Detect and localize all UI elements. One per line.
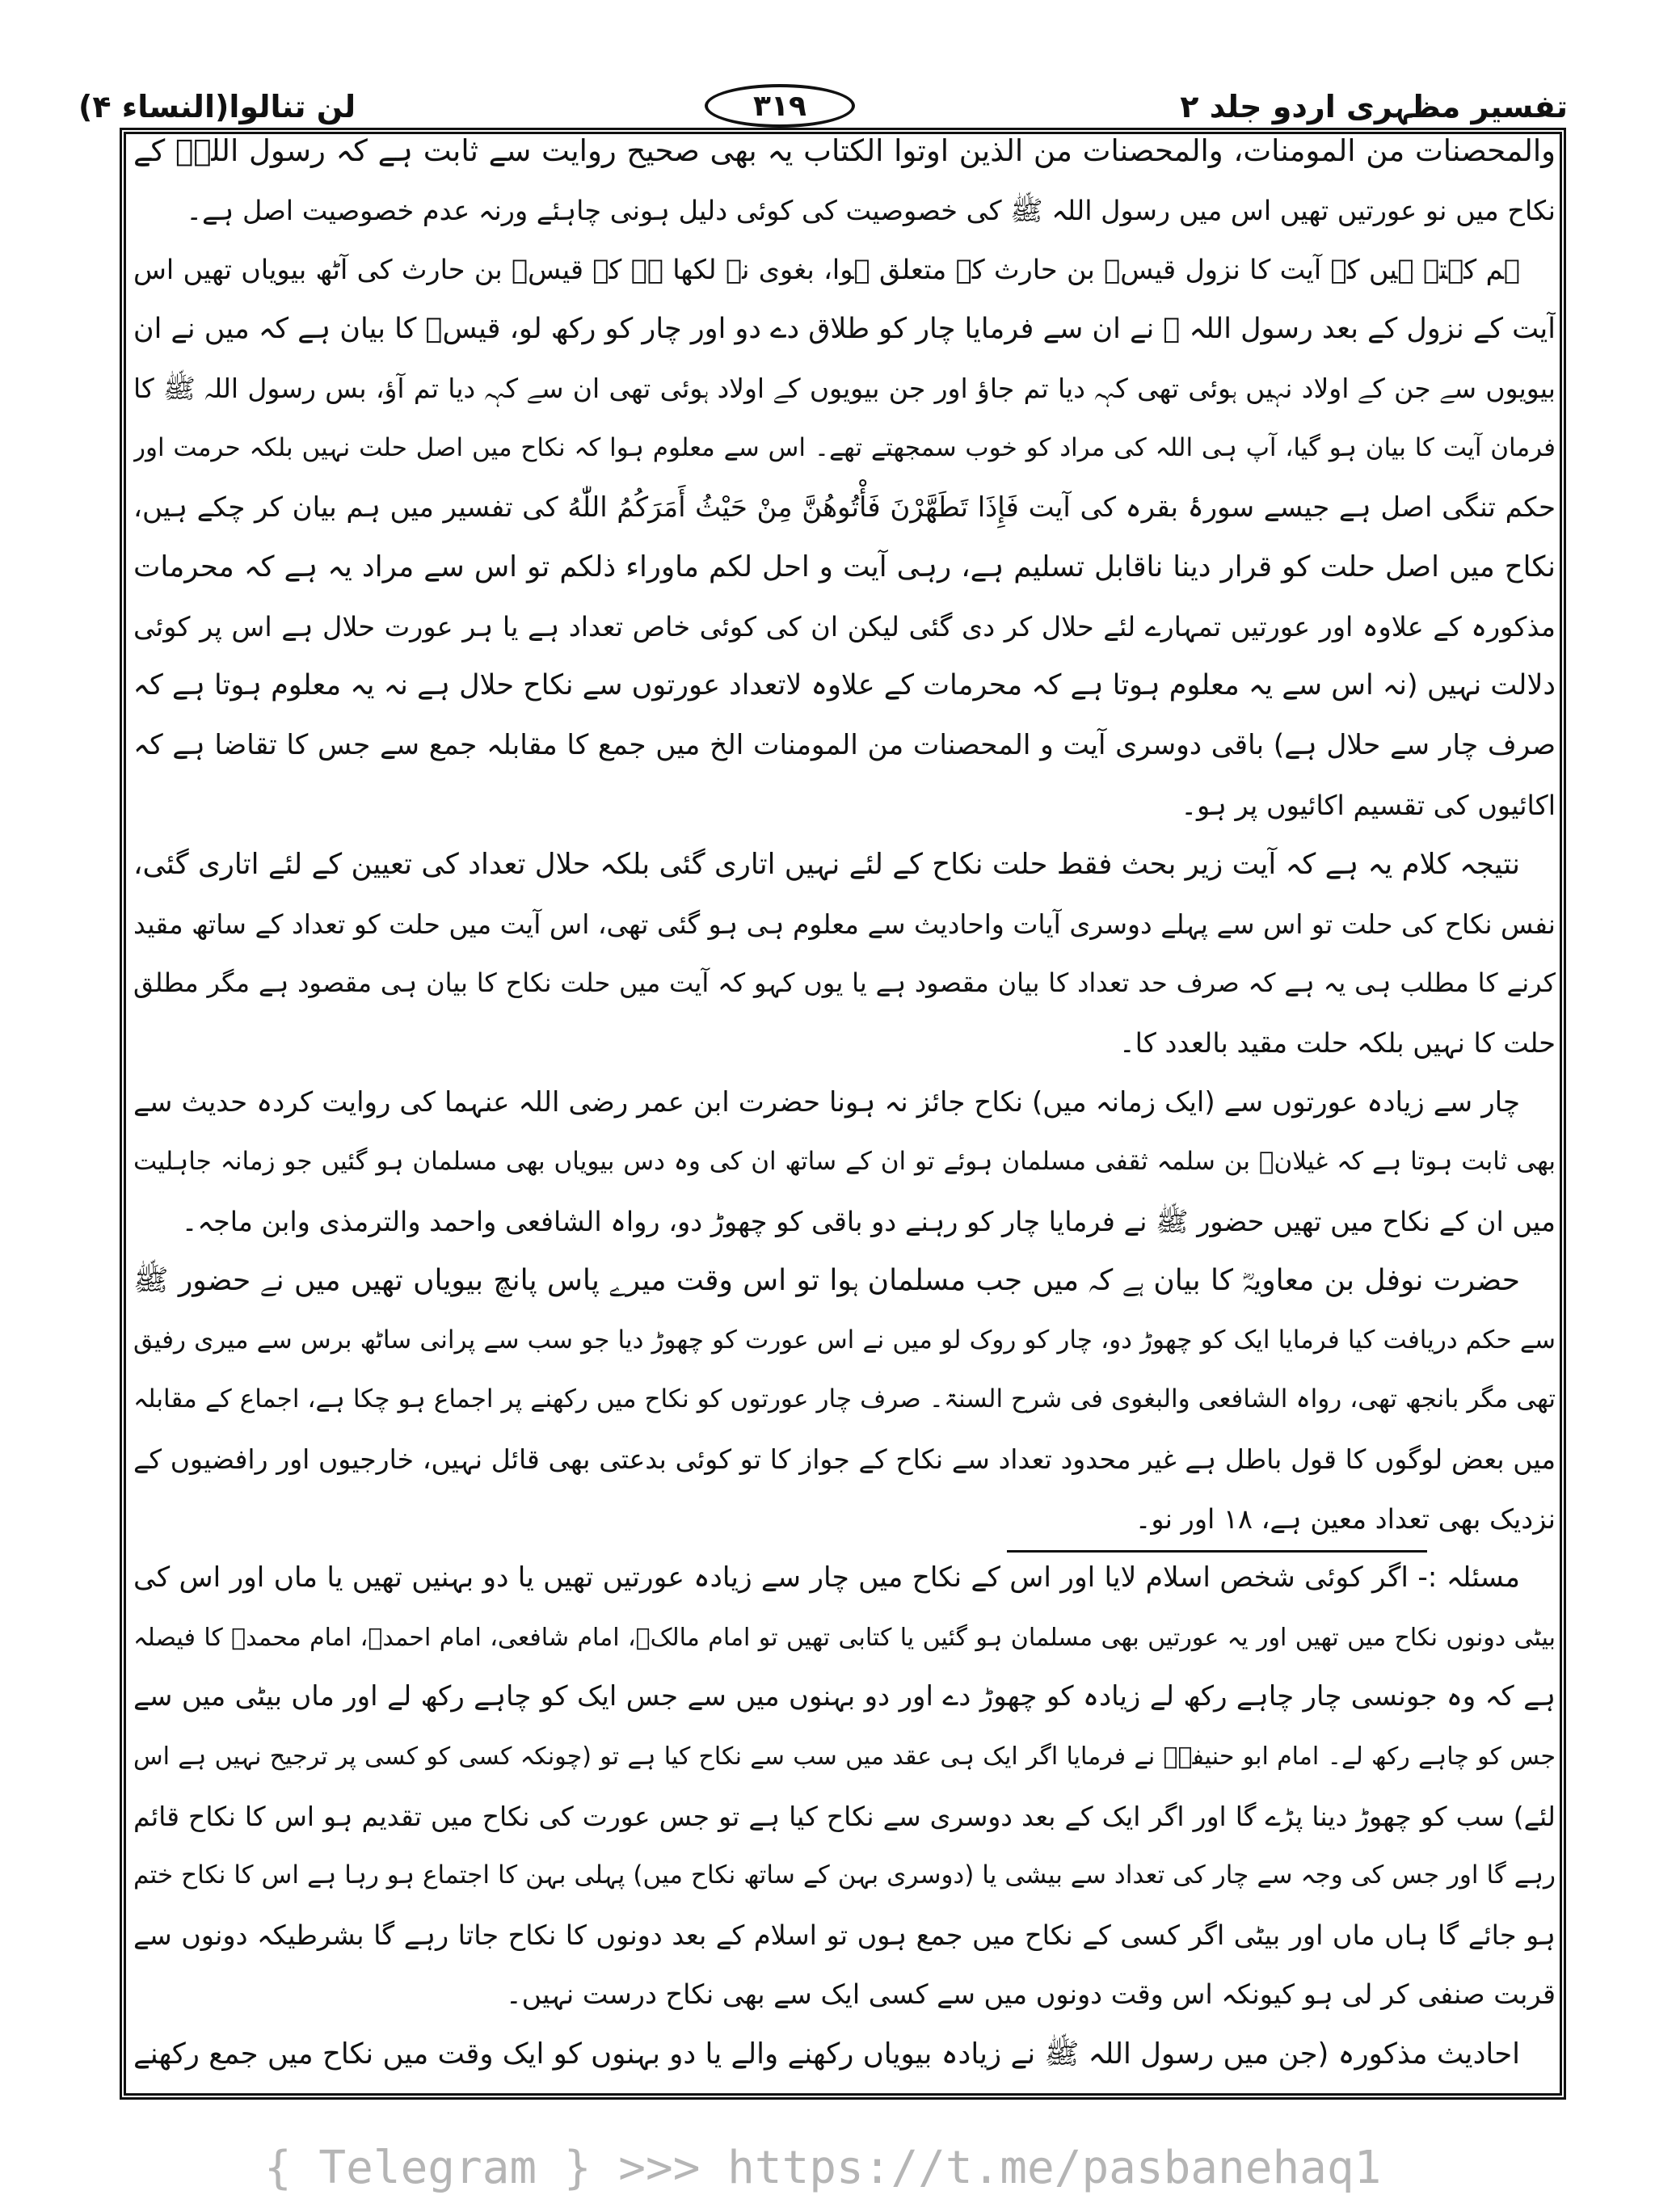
text-line: چار سے زیادہ عورتوں سے (ایک زمانہ میں) نکاح جائز نہ ہونا حضرت ابن عمر رضی اللہ عنہما کی روایت کردہ حدیث سے <box>133 1085 1520 1119</box>
decorative-rule <box>1007 1550 1427 1553</box>
text-line: جس کو چاہے رکھ لے۔ امام ابو حنیفہؒ نے فرمایا اگر ایک ہی عقد میں سب سے نکاح کیا ہے تو (چونکہ کسی کو کسی پر ترجیح نہیں ہے اس <box>133 1742 1556 1772</box>
text-line: نتیجہ کلام یہ ہے کہ آیت زیر بحث فقط حلت نکاح کے لئے نہیں اتاری گئی بلکہ حلال تعداد کی تعیین کے لئے اتاری گئی، <box>133 848 1520 882</box>
body-text <box>133 121 1556 2084</box>
text-line: مذکورہ کے علاوہ اور عورتیں تمہارے لئے حلال کر دی گئی لیکن ان کی کوئی خاص تعداد ہے یا ہر عورت حلال ہے اس پر کوئی <box>133 610 1556 643</box>
text-line: اکائیوں کی تقسیم اکائیوں پر ہو۔ <box>1181 789 1556 821</box>
text-line: میں بعض لوگوں کا قول باطل ہے غیر محدود تعداد سے نکاح کے جواز کا تو کوئی بدعتی بھی قائل نہیں، خارجیوں اور رافضیوں کے <box>133 1443 1556 1476</box>
text-line: بیویوں سے جن کے اولاد نہیں ہوئی تھی کہہ دیا تم جاؤ اور جن بیویوں کے اولاد ہوئی تھی ان سے کہہ دیا تم آؤ، بس رسول اللہ ﷺ کا <box>133 373 1556 405</box>
book-title: تفسیر مظہری اردو جلد ۲ <box>1180 89 1568 124</box>
text-line: حکم تنگی اصل ہے جیسے سورۂ بقرہ کی آیت فَإِذَا تَطَهَّرْنَ فَأْتُوهُنَّ مِنْ حَيْثُ أَمَرَكُمُ اللّٰهُ کی تفسیر میں ہم بیان کر چکے ہیں، <box>133 491 1556 524</box>
text-line: میں ان کے نکاح میں تھیں حضور ﷺ نے فرمایا چار کو رہنے دو باقی کو چھوڑ دو، رواہ الشافعی واحمد والترمذی وابن ماجہ۔ <box>181 1205 1556 1237</box>
text-line: نکاح میں نو عورتیں تھیں اس میں رسول اللہ ﷺ کی خصوصیت کی کوئی دلیل ہونی چاہئے ورنہ عدم خصوصیت اصل ہے۔ <box>186 194 1556 226</box>
text-line: نفس نکاح کی حلت تو اس سے پہلے دوسری آیات واحادیث سے معلوم ہی ہو گئی تھی، اس آیت میں حلت کو تعداد کے ساتھ مقید <box>133 908 1556 940</box>
text-line: حلت کا نہیں بلکہ حلت مقید بالعدد کا۔ <box>1119 1026 1556 1059</box>
text-line: نزدیک بھی تعداد معین ہے، ۱۸ اور نو۔ <box>1135 1502 1556 1535</box>
text-line: رہے گا اور جس کی وجہ سے چار کی تعداد سے بیشی یا (دوسری بہن کے ساتھ نکاح میں) پہلی بہن کا اجتماع ہو رہا ہے اس کا نکاح ختم <box>133 1860 1556 1890</box>
text-line: قربت صنفی کر لی ہو کیونکہ اس وقت دونوں میں سے کسی ایک سے بھی نکاح درست نہیں۔ <box>505 1978 1556 2011</box>
text-line: ہو جائے گا ہاں ماں اور بیٹی اگر کسی کے نکاح میں جمع ہوں تو اسلام کے بعد دونوں کا نکاح جاتا رہے گا بشرطیکہ دونوں سے <box>133 1919 1556 1951</box>
text-line: صرف چار سے حلال ہے) باقی دوسری آیت و المحصنات من المومنات الخ میں جمع کا مقابلہ جمع سے جس کا تقاضا ہے کہ <box>133 728 1556 761</box>
text-line: احادیث مذکورہ (جن میں رسول اللہ ﷺ نے زیادہ بیویاں رکھنے والے یا دو بہنوں کو ایک وقت میں نکاح میں جمع رکھنے <box>133 2037 1520 2071</box>
text-line: تھی مگر بانجھ تھی، رواہ الشافعی والبغوی فی شرح السنۃ۔ صرف چار عورتوں کو نکاح میں رکھنے پر اجماع ہو چکا ہے، اجماع کے مقابلہ <box>133 1384 1556 1414</box>
text-line: ہم کہتے ہیں کہ آیت کا نزول قیسؓ بن حارث کے متعلق ہوا، بغوی نے لکھا ہے کہ قیسؓ بن حارث کی آٹھ بیویاں تھیں اس <box>133 254 1520 286</box>
text-line: آیت کے نزول کے بعد رسول اللہ ﷺ نے ان سے فرمایا چار کو طلاق دے دو اور چار کو رکھ لو، قیسؓ کا بیان ہے کہ میں نے ان <box>133 312 1556 345</box>
text-line: حضرت نوفل بن معاویہؓ کا بیان ہے کہ میں جب مسلمان ہوا تو اس وقت میرے پاس پانچ بیویاں تھیں میں نے حضور ﷺ <box>133 1264 1520 1298</box>
text-line: بیٹی دونوں نکاح میں تھیں اور یہ عورتیں بھی مسلمان ہو گئیں یا کتابی تھیں تو امام مالکؒ، امام شافعی، امام احمدؒ، امام محمدؒ کا فیصلہ <box>133 1623 1556 1652</box>
page-number: ۳۱۹ <box>753 89 806 123</box>
text-line: فرمان آیت کا بیان ہو گیا، آپ ہی اللہ کی مراد کو خوب سمجھتے تھے۔ اس سے معلوم ہوا کہ نکاح میں اصل حلت نہیں بلکہ حرمت اور <box>133 432 1556 462</box>
text-line: بھی ثابت ہوتا ہے کہ غیلانؓ بن سلمہ ثقفی مسلمان ہوئے تو ان کے ساتھ ان کی وہ دس بیویاں بھی مسلمان ہو گئیں جو زمانہ جاہلیت <box>133 1147 1556 1177</box>
text-line: لئے) سب کو چھوڑ دینا پڑے گا اور اگر ایک کے بعد دوسری سے نکاح کیا ہے تو جس عورت کی نکاح میں تقدیم ہو اس کا نکاح قائم <box>133 1800 1556 1832</box>
surah-reference: لن تنالوا(النساء ۴) <box>78 89 356 124</box>
telegram-watermark: { Telegram } >>> https://t.me/pasbanehaq1 <box>264 2142 1382 2194</box>
text-line: والمحصنات من المومنات، والمحصنات من الذین اوتوا الکتاب یہ بھی صحیح روایت سے ثابت ہے کہ رسول اللہؐ کے <box>133 133 1556 168</box>
text-line: ہے کہ وہ جونسی چار چاہے رکھ لے زیادہ کو چھوڑ دے اور دو بہنوں میں سے جس ایک کو چاہے رکھ لے اور ماں بیٹی میں سے <box>133 1680 1556 1713</box>
text-line: دلالت نہیں (نہ اس سے یہ معلوم ہوتا ہے کہ محرمات کے علاوہ لاتعداد عورتوں سے نکاح حلال ہے نہ یہ معلوم ہوتا ہے کہ <box>133 669 1556 702</box>
text-line: مسئلہ :- اگر کوئی شخص اسلام لایا اور اس کے نکاح میں چار سے زیادہ عورتیں تھیں یا دو بہنیں تھیں یا ماں اور اس کی <box>133 1561 1520 1595</box>
text-line: سے حکم دریافت کیا فرمایا ایک کو چھوڑ دو، چار کو روک لو میں نے اس عورت کو چھوڑ دیا جو سب سے پرانی ساٹھ برس سے میری رفیق <box>133 1325 1556 1355</box>
text-line: نکاح میں اصل حلت کو قرار دینا ناقابل تسلیم ہے، رہی آیت و احل لکم ماوراء ذلکم تو اس سے مراد یہ ہے کہ محرمات <box>133 550 1556 584</box>
text-line: کرنے کا مطلب ہی یہ ہے کہ صرف حد تعداد کا بیان مقصود ہے یا یوں کہو کہ آیت میں حلت نکاح کا بیان ہی مقصود ہے مگر مطلق <box>133 967 1556 999</box>
